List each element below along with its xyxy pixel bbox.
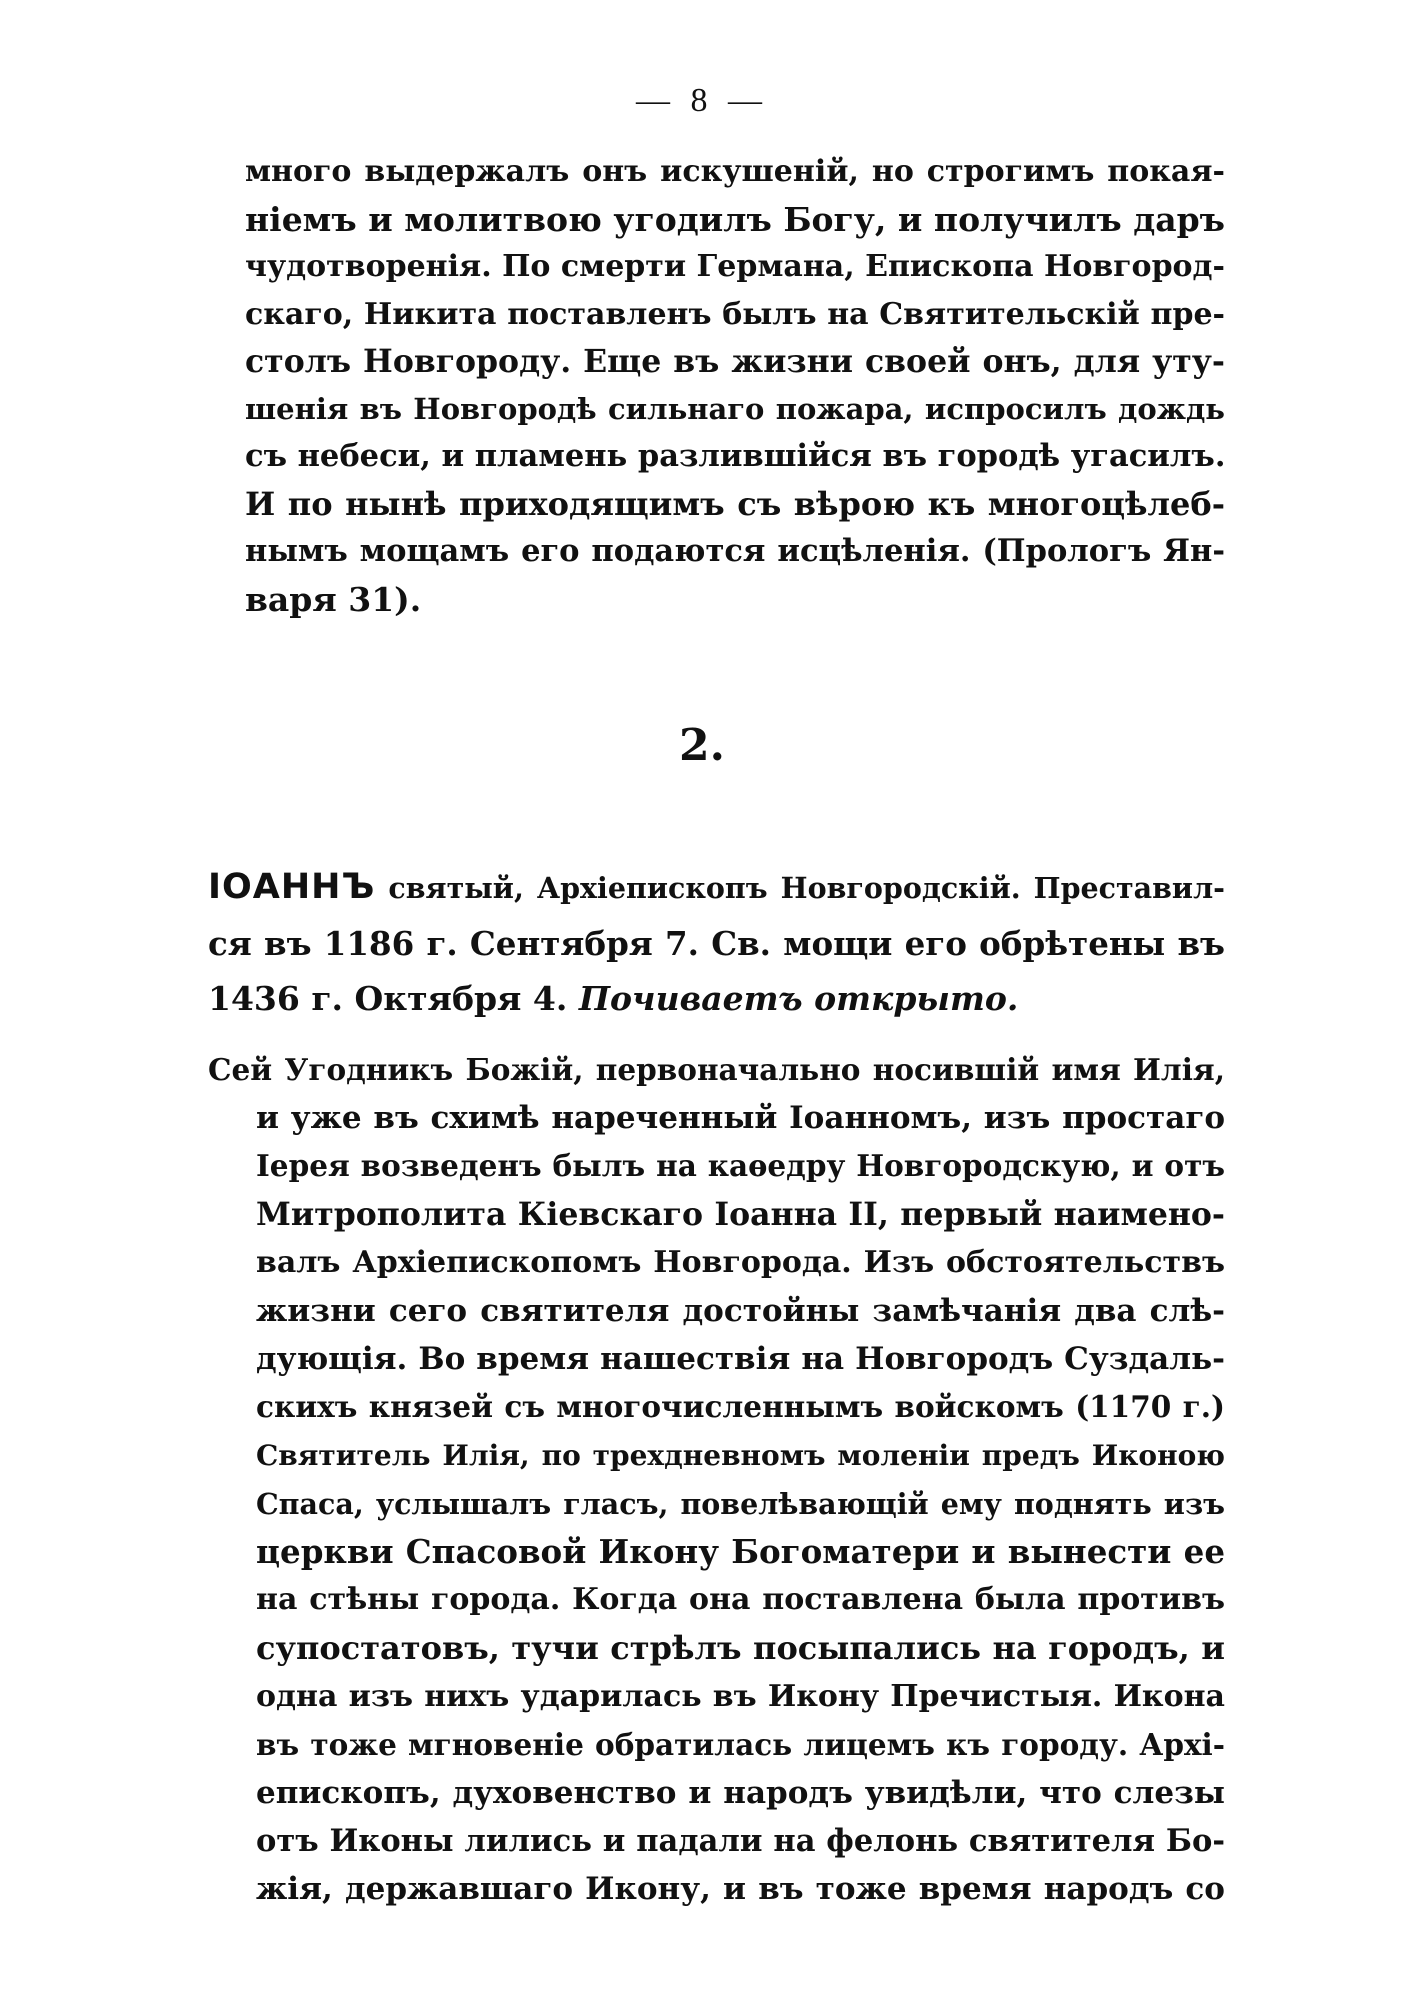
text-line: чудотворенія. По смерти Германа, Епископа Новгород-: [245, 249, 1225, 284]
continuation-paragraph: [245, 148, 1225, 623]
text-line: столъ Новгороду. Еще въ жизни своей онъ, для уту-: [245, 343, 1225, 380]
text-line: И по нынѣ приходящимъ съ вѣрою къ многоцѣлеб-: [245, 484, 1225, 523]
saint-name: ІОАННЪ: [208, 867, 376, 907]
section-number: 2.: [679, 720, 725, 771]
text-line: Спаса, услышалъ гласъ, повелѣвающій ему поднять изъ: [256, 1486, 1225, 1521]
text-line: дующія. Во время нашествія на Новгородъ Суздаль-: [256, 1341, 1225, 1378]
text-line: супостатовъ, тучи стрѣлъ посыпались на городъ, и: [256, 1629, 1225, 1668]
entry-line: [208, 971, 1225, 1026]
entry-date-text: 1436 г. Октября 4.: [208, 979, 579, 1018]
text-line: жизни сего святителя достойны замѣчанія два слѣ-: [256, 1293, 1225, 1330]
text-line: жія, державшаго Икону, и въ тоже время народъ со: [256, 1871, 1225, 1908]
text-line: варя 31).: [245, 579, 422, 619]
text-line: нымъ мощамъ его подаются исцѣленія. (Прологъ Ян-: [245, 533, 1225, 569]
text-line: отъ Иконы лились и падали на фелонь святителя Бо-: [256, 1823, 1225, 1860]
text-line: много выдержалъ онъ искушеній, но строгимъ покая-: [245, 154, 1225, 189]
text-line: скихъ князей съ многочисленнымъ войскомъ (1170 г.): [256, 1389, 1225, 1425]
text-line: съ небеси, и пламень разлившійся въ городѣ угасилъ.: [245, 438, 1226, 474]
entry-heading: [208, 860, 1225, 1026]
text-line: Сей Угодникъ Божій, первоначально носившій имя Илія,: [208, 1052, 1225, 1087]
text-line: на стѣны города. Когда она поставлена была противъ: [256, 1582, 1225, 1618]
text-line: церкви Спасовой Икону Богоматери и вынести ее: [256, 1532, 1225, 1572]
text-line: и уже въ схимѣ нареченный Іоанномъ, изъ простаго: [256, 1100, 1225, 1137]
text-line: въ тоже мгновеніе обратилась лицемъ къ городу. Архі-: [256, 1726, 1225, 1762]
text-line: Іерея возведенъ былъ на каѳедру Новгородскую, и отъ: [256, 1148, 1225, 1184]
entry-line: [208, 860, 1225, 916]
text-line: одна изъ нихъ ударилась въ Икону Пречистыя. Икона: [256, 1678, 1225, 1714]
body-paragraph: [208, 1046, 1225, 1914]
text-line: скаго, Никита поставленъ былъ на Святительскій пре-: [245, 296, 1225, 332]
text-line: Митрополита Кіевскаго Іоанна II, первый наимено-: [256, 1195, 1225, 1233]
entry-status: Почиваетъ открыто.: [578, 979, 1019, 1018]
text-line: валъ Архіепископомъ Новгорода. Изъ обстоятельствъ: [256, 1244, 1225, 1280]
text-line: шенія въ Новгородѣ сильнаго пожара, испросилъ дождь: [245, 391, 1225, 426]
text-line: епископъ, духовенство и народъ увидѣли, что слезы: [256, 1775, 1225, 1812]
entry-line: ся въ 1186 г. Сентября 7. Св. мощи его обрѣтены въ: [208, 924, 1225, 963]
text-line: ніемъ и молитвою угодилъ Богу, и получилъ даръ: [245, 199, 1225, 239]
page-number: — 8 —: [636, 82, 768, 119]
text-line: Святитель Илія, по трехдневномъ моленіи предъ Иконою: [256, 1438, 1225, 1472]
entry-title-text: святый, Архіепископъ Новгородскій. Преставил-: [375, 871, 1225, 905]
